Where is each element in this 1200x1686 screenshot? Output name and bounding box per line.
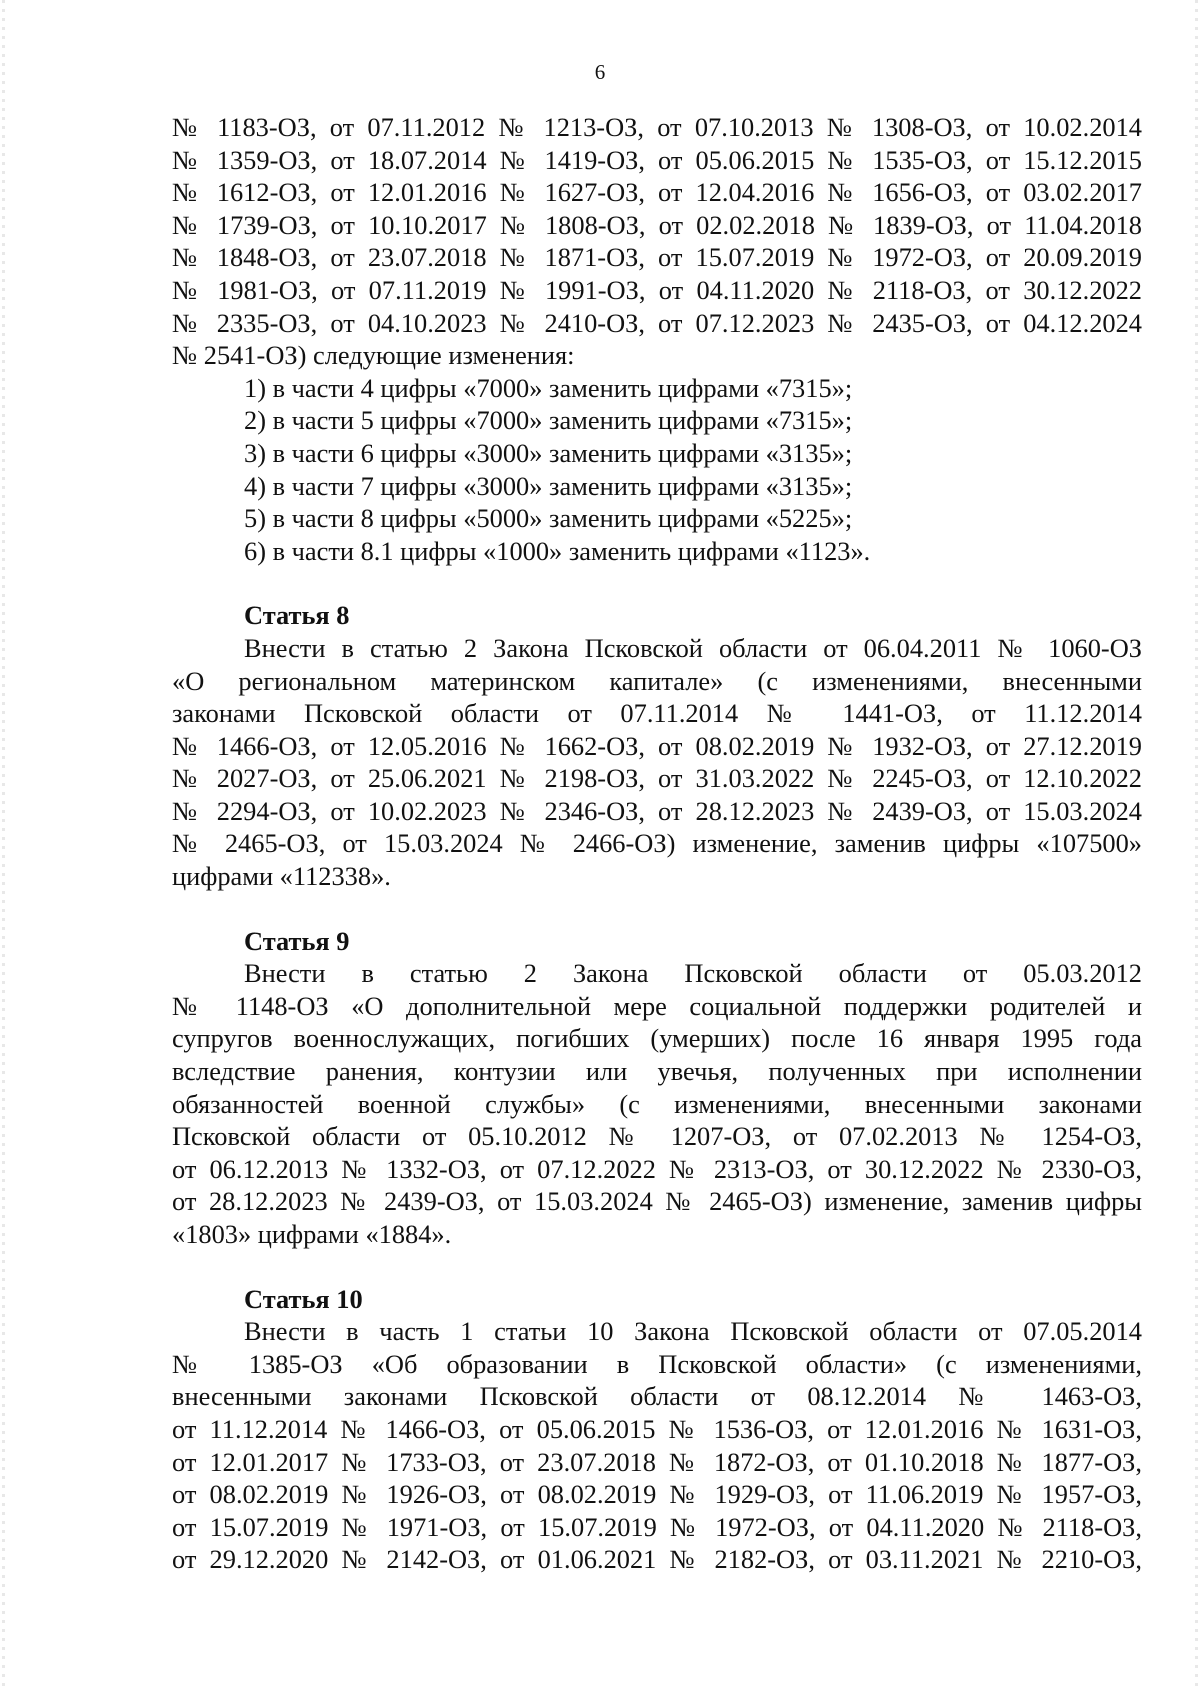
list-item: 1) в части 4 цифры «7000» заменить цифрами «7315»; bbox=[244, 372, 853, 403]
list-item: 4) в части 7 цифры «3000» заменить цифрами «3135»; bbox=[244, 470, 853, 501]
list-item: 5) в части 8 цифры «5000» заменить цифрами «5225»; bbox=[244, 503, 853, 534]
scan-edge-right bbox=[1195, 0, 1198, 1686]
text-line: от 06.12.2013 № 1332-ОЗ, от 07.12.2022 № 2313-ОЗ, от 30.12.2022 № 2330-ОЗ, bbox=[172, 1153, 1142, 1184]
text-line: вследствие ранения, контузии или увечья, полученных при исполнении bbox=[172, 1056, 1142, 1087]
text-line: Внести в статью 2 Закона Псковской области от 06.04.2011 № 1060-ОЗ bbox=[244, 632, 1142, 663]
text-line: № 2335-ОЗ, от 04.10.2023 № 2410-ОЗ, от 07.12.2023 № 2435-ОЗ, от 04.12.2024 bbox=[172, 307, 1142, 338]
article-9 bbox=[172, 925, 1142, 1251]
page-number: 6 bbox=[594, 60, 606, 84]
text-line: Внести в часть 1 статьи 10 Закона Псковской области от 07.05.2014 bbox=[244, 1316, 1142, 1347]
text-line: «О региональном материнском капитале» (с изменениями, внесенными bbox=[172, 665, 1142, 696]
text-line: № 1981-ОЗ, от 07.11.2019 № 1991-ОЗ, от 04.11.2020 № 2118-ОЗ, от 30.12.2022 bbox=[172, 274, 1142, 305]
text-line: № 1385-ОЗ «Об образовании в Псковской области» (с изменениями, bbox=[172, 1348, 1142, 1379]
article-title: Статья 9 bbox=[244, 925, 350, 956]
text-line: Псковской области от 05.10.2012 № 1207-ОЗ, от 07.02.2013 № 1254-ОЗ, bbox=[172, 1121, 1142, 1152]
text-line: № 1183-ОЗ, от 07.11.2012 № 1213-ОЗ, от 07.10.2013 № 1308-ОЗ, от 10.02.2014 bbox=[172, 112, 1142, 142]
article-10 bbox=[172, 1283, 1142, 1576]
article-title: Статья 10 bbox=[244, 1283, 363, 1314]
text-line: от 08.02.2019 № 1926-ОЗ, от 08.02.2019 № 1929-ОЗ, от 11.06.2019 № 1957-ОЗ, bbox=[172, 1479, 1142, 1510]
text-line: цифрами «112338». bbox=[172, 861, 391, 892]
intro-paragraph bbox=[172, 111, 1142, 372]
list-item: 6) в части 8.1 цифры «1000» заменить цифрами «1123». bbox=[244, 535, 871, 566]
text-line: № 2465-ОЗ, от 15.03.2024 № 2466-ОЗ) изменение, заменив цифры «107500» bbox=[172, 828, 1142, 859]
text-line: законами Псковской области от 07.11.2014 № 1441-ОЗ, от 11.12.2014 bbox=[172, 698, 1142, 729]
text-line: от 12.01.2017 № 1733-ОЗ, от 23.07.2018 № 1872-ОЗ, от 01.10.2018 № 1877-ОЗ, bbox=[172, 1446, 1142, 1477]
text-line: № 1359-ОЗ, от 18.07.2014 № 1419-ОЗ, от 05.06.2015 № 1535-ОЗ, от 15.12.2015 bbox=[172, 144, 1142, 175]
text-line: № 2294-ОЗ, от 10.02.2023 № 2346-ОЗ, от 28.12.2023 № 2439-ОЗ, от 15.03.2024 bbox=[172, 795, 1142, 826]
text-line: от 11.12.2014 № 1466-ОЗ, от 05.06.2015 № 1536-ОЗ, от 12.01.2016 № 1631-ОЗ, bbox=[172, 1413, 1142, 1444]
text-line: от 15.07.2019 № 1971-ОЗ, от 15.07.2019 № 1972-ОЗ, от 04.11.2020 № 2118-ОЗ, bbox=[172, 1511, 1142, 1542]
text-line: № 1848-ОЗ, от 23.07.2018 № 1871-ОЗ, от 15.07.2019 № 1972-ОЗ, от 20.09.2019 bbox=[172, 242, 1142, 273]
article-8 bbox=[172, 599, 1142, 892]
list-item: 2) в части 5 цифры «7000» заменить цифрами «7315»; bbox=[244, 405, 853, 436]
text-line: «1803» цифрами «1884». bbox=[172, 1219, 452, 1249]
text-line: № 1739-ОЗ, от 10.10.2017 № 1808-ОЗ, от 02.02.2018 № 1839-ОЗ, от 11.04.2018 bbox=[172, 209, 1142, 240]
text-line: обязанностей военной службы» (с изменениями, внесенными законами bbox=[172, 1088, 1142, 1119]
text-line: от 28.12.2023 № 2439-ОЗ, от 15.03.2024 № 2465-ОЗ) изменение, заменив цифры bbox=[172, 1186, 1142, 1217]
document-body bbox=[172, 111, 1142, 1576]
text-line: № 2541-ОЗ) следующие изменения: bbox=[172, 340, 575, 371]
list-item: 3) в части 6 цифры «3000» заменить цифрами «3135»; bbox=[244, 437, 853, 468]
text-line: супругов военнослужащих, погибших (умерших) после 16 января 1995 года bbox=[172, 1023, 1142, 1054]
text-line: № 1612-ОЗ, от 12.01.2016 № 1627-ОЗ, от 12.04.2016 № 1656-ОЗ, от 03.02.2017 bbox=[172, 177, 1142, 208]
article-title: Статья 8 bbox=[244, 600, 350, 631]
text-line: от 29.12.2020 № 2142-ОЗ, от 01.06.2021 № 2182-ОЗ, от 03.11.2021 № 2210-ОЗ, bbox=[172, 1544, 1142, 1575]
text-line: внесенными законами Псковской области от 08.12.2014 № 1463-ОЗ, bbox=[172, 1381, 1142, 1412]
amendment-list bbox=[172, 372, 1142, 568]
text-line: № 1148-ОЗ «О дополнительной мере социальной поддержки родителей и bbox=[172, 990, 1142, 1021]
text-line: Внести в статью 2 Закона Псковской области от 05.03.2012 bbox=[244, 958, 1142, 989]
text-line: № 2027-ОЗ, от 25.06.2021 № 2198-ОЗ, от 31.03.2022 № 2245-ОЗ, от 12.10.2022 bbox=[172, 763, 1142, 794]
text-line: № 1466-ОЗ, от 12.05.2016 № 1662-ОЗ, от 08.02.2019 № 1932-ОЗ, от 27.12.2019 bbox=[172, 730, 1142, 761]
scan-edge-left bbox=[2, 0, 5, 1686]
